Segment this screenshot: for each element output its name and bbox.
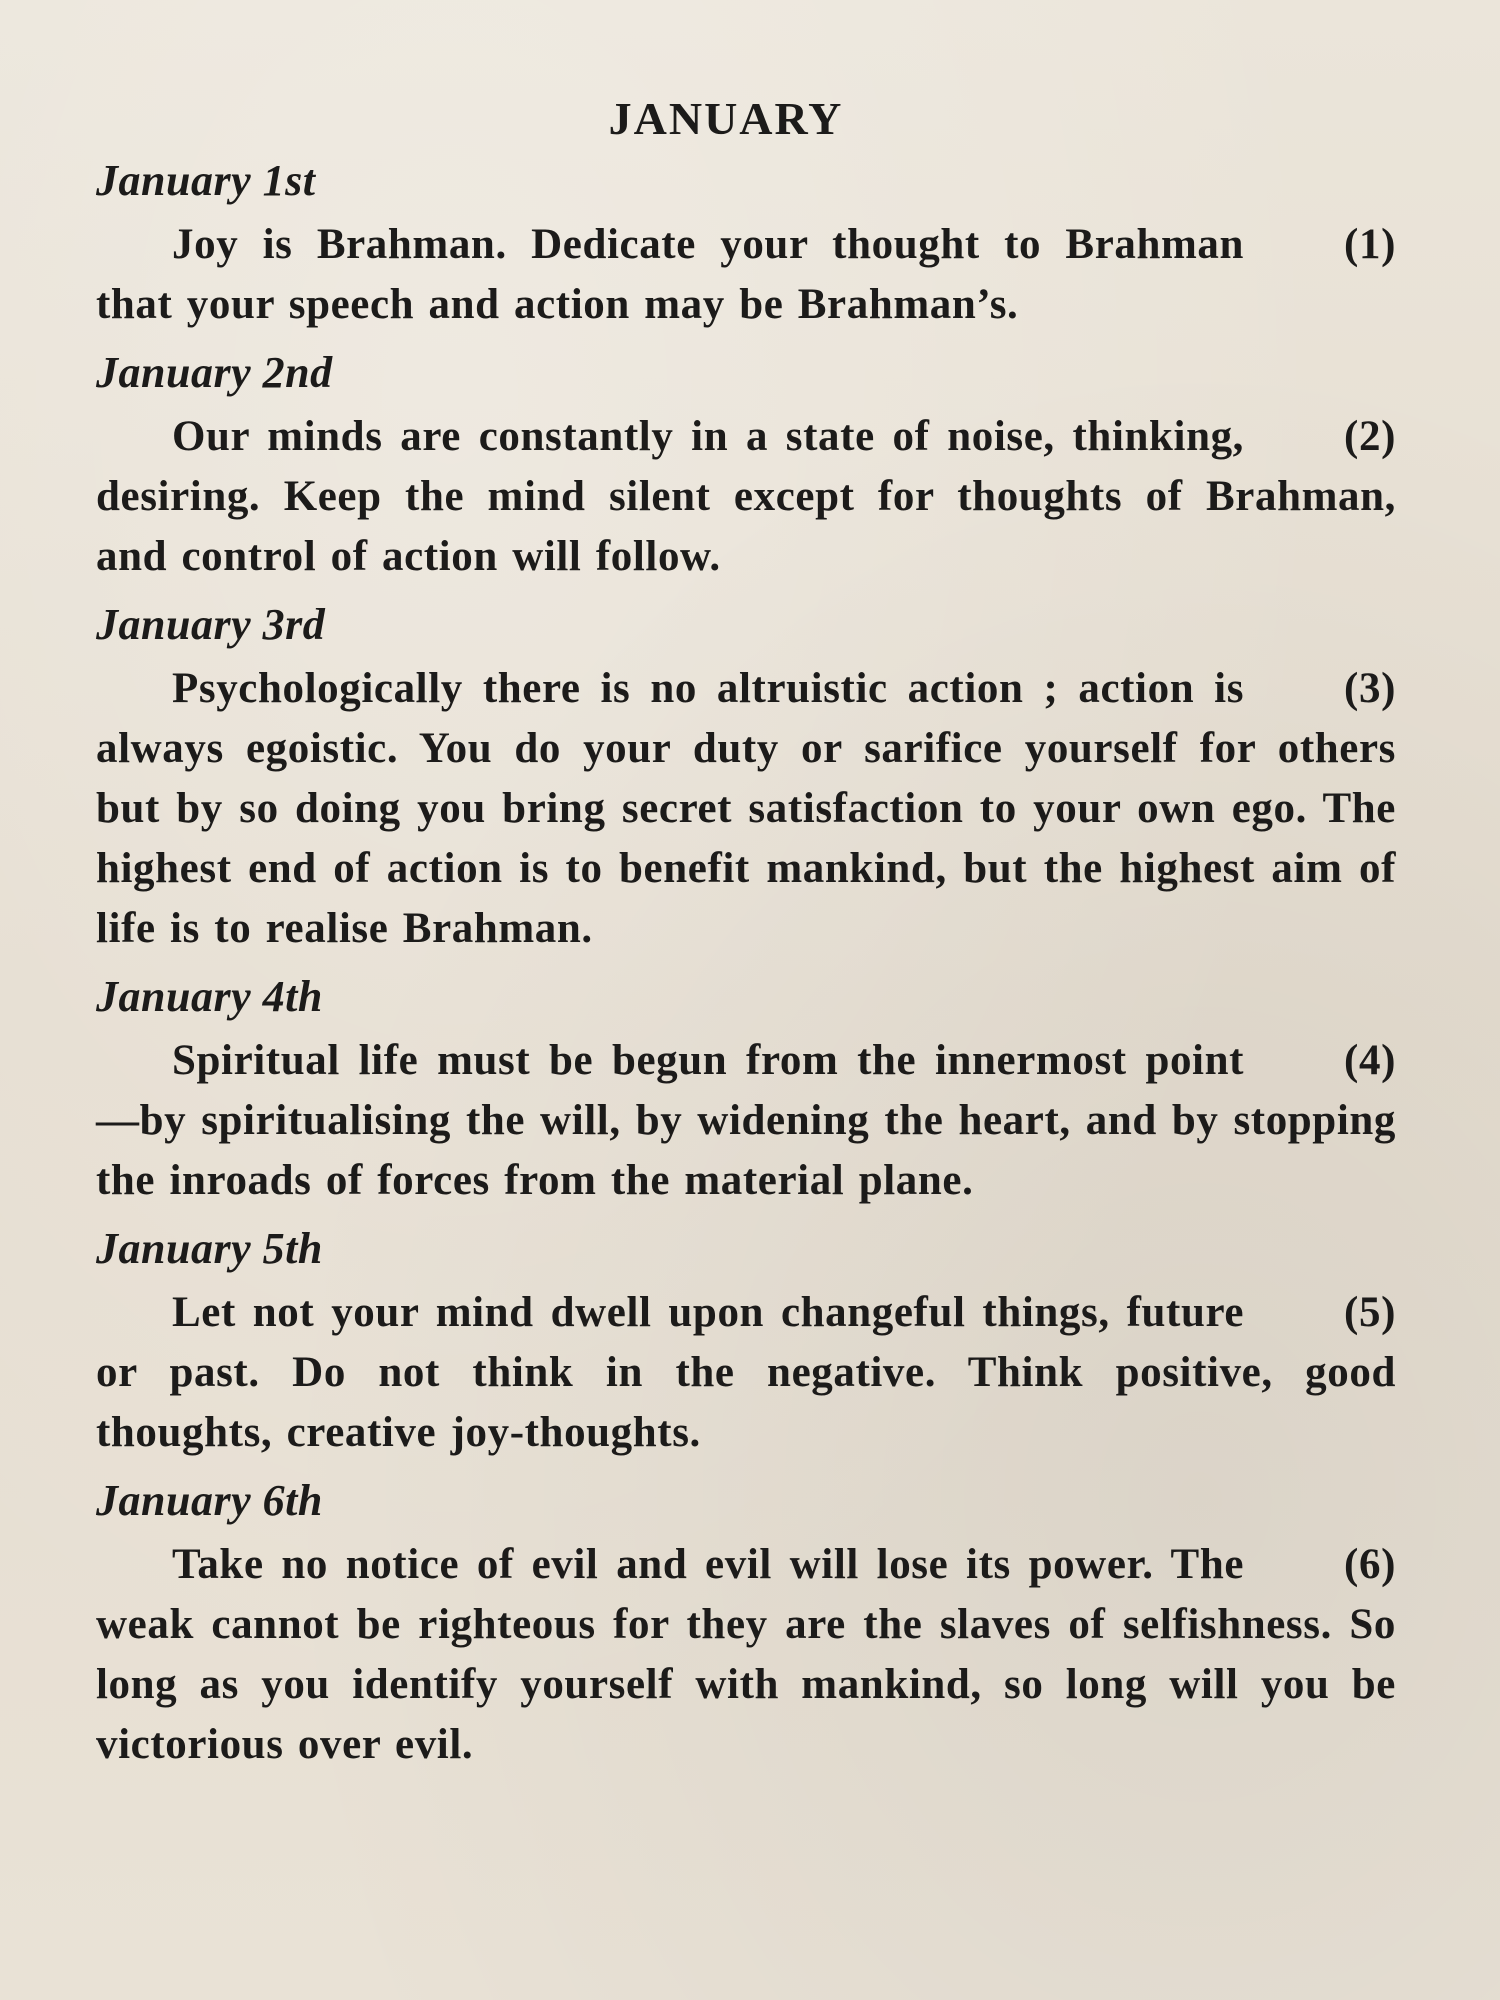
- entry-text: Psychologically there is no altruistic action ; action is always egoistic. You do your duty or sarifice yourself for others but by so doing you bring secret satisfaction to your own ego. The highest end of action is to benefit mankind, but the highest aim of life is to realise Brahman.: [96, 665, 1396, 952]
- entry-date: January 6th: [96, 1476, 323, 1525]
- entry-date: January 5th: [96, 1224, 323, 1273]
- entry-text-block: [96, 659, 1396, 959]
- entry-text-block: [96, 407, 1396, 587]
- entry-january-3: [96, 595, 1396, 959]
- entry-text-block: [96, 1031, 1396, 1211]
- entry-text-block: [96, 1535, 1396, 1775]
- entry-text: Spiritual life must be begun from the innermost point—by spiritualising the will, by widening the heart, and by stopping the inroads of forces from the material plane.: [96, 1037, 1396, 1204]
- entry-text-block: [96, 215, 1396, 335]
- entry-number: (1): [1344, 221, 1396, 268]
- entry-text: Our minds are constantly in a state of noise, thinking, desiring. Keep the mind silent except for thoughts of Brahman, and control of action will follow.: [96, 413, 1396, 580]
- entry-january-5: [96, 1219, 1396, 1463]
- page-heading: JANUARY: [608, 93, 844, 144]
- entry-number: (6): [1344, 1541, 1396, 1588]
- entry-date: January 1st: [96, 156, 316, 205]
- entry-january-1: [96, 151, 1396, 335]
- entry-text: Take no notice of evil and evil will lose its power. The weak cannot be righteous for they are the slaves of selfishness. So long as you identify yourself with mankind, so long will you be victorious over evil.: [96, 1541, 1396, 1768]
- entry-january-4: [96, 967, 1396, 1211]
- entry-number: (4): [1344, 1037, 1396, 1084]
- entry-date: January 4th: [96, 972, 323, 1021]
- entry-date: January 2nd: [96, 348, 333, 397]
- entry-january-6: [96, 1471, 1396, 1775]
- entry-number: (2): [1344, 413, 1396, 460]
- entry-january-2: [96, 343, 1396, 587]
- entry-number: (5): [1344, 1289, 1396, 1336]
- entry-text: Let not your mind dwell upon changeful things, future or past. Do not think in the negative. Think positive, good thoughts, creative joy-thoughts.: [96, 1289, 1396, 1456]
- entry-text: Joy is Brahman. Dedicate your thought to Brahman that your speech and action may be Brahman’s.: [96, 221, 1245, 328]
- entry-text-block: [96, 1283, 1396, 1463]
- entry-date: January 3rd: [96, 600, 326, 649]
- entry-number: (3): [1344, 665, 1396, 712]
- page-text-block: [96, 92, 1396, 1783]
